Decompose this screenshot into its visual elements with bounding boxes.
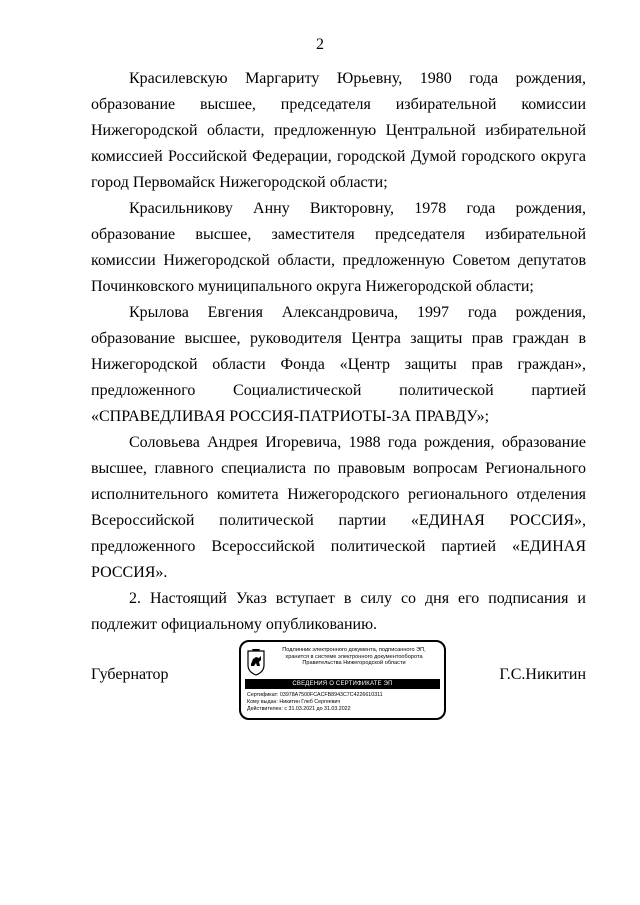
certificate-value: 03978A7500FCACFB8943C7C4226610311	[279, 692, 383, 698]
paragraph-krasilnikova: Красильникову Анну Викторовну, 1978 года рождения, образование высшее, заместителя председателя избирательной комиссии Нижегородской области, предложенную Советом депутатов Починковского муниципального округа Нижегородской области;	[91, 200, 586, 295]
certificate-line	[247, 692, 440, 699]
document-body	[91, 66, 586, 638]
issued-to-label: Кому выдан:	[247, 699, 278, 706]
page-number: 2	[316, 36, 324, 53]
stamp-details	[247, 692, 440, 714]
paragraph-solovyev: Соловьева Андрея Игоревича, 1988 года рождения, образование высшее, главного специалиста по правовым вопросам Регионального исполнительного комитета Нижегородского регионального отделения Всероссийской политической партии «ЕДИНАЯ РОССИЯ», предложенного Всероссийской политической партией «ЕДИНАЯ РОССИЯ».	[91, 434, 586, 581]
electronic-signature-stamp	[239, 640, 446, 720]
signer-name: Г.С.Никитин	[499, 666, 586, 683]
paragraph-entry-into-force: 2. Настоящий Указ вступает в силу со дня его подписания и подлежит официальному опубликованию.	[91, 590, 586, 633]
signer-title: Губернатор	[91, 666, 169, 683]
nizhny-novgorod-crest-icon	[247, 648, 265, 676]
stamp-header-line: хранится в системе электронного документооборота	[285, 653, 423, 660]
stamp-header-line: Правительства Нижегородской области	[302, 660, 406, 667]
signature-block	[91, 632, 586, 722]
paragraph-krylov: Крылова Евгения Александровича, 1997 года рождения, образование высшее, руководителя Центра защиты прав граждан в Нижегородской области Фонда «Центр защиты прав граждан», предложенного Социалистической политической партией «СПРАВЕДЛИВАЯ РОССИЯ-ПАТРИОТЫ-ЗА ПРАВДУ»;	[91, 304, 586, 425]
stamp-header-line: Подлинник электронного документа, подписанного ЭП,	[282, 647, 426, 653]
validity-label: Действителен:	[247, 706, 283, 713]
validity-line	[247, 706, 440, 713]
paragraph-krasilevskaya: Красилевскую Маргариту Юрьевну, 1980 года рождения, образование высшее, председателя избирательной комиссии Нижегородской области, предложенную Центральной избирательной комиссией Российской Федерации, городской Думой городского округа город Первомайск Нижегородской области;	[91, 70, 586, 191]
validity-value: с 31.03.2021 до 31.03.2022	[284, 706, 351, 713]
issued-to-value: Никитин Глеб Сергеевич	[279, 699, 341, 706]
stamp-header	[268, 647, 440, 667]
certificate-label: Сертификат:	[247, 692, 279, 698]
stamp-banner: СВЕДЕНИЯ О СЕРТИФИКАТЕ ЭП	[245, 679, 440, 689]
